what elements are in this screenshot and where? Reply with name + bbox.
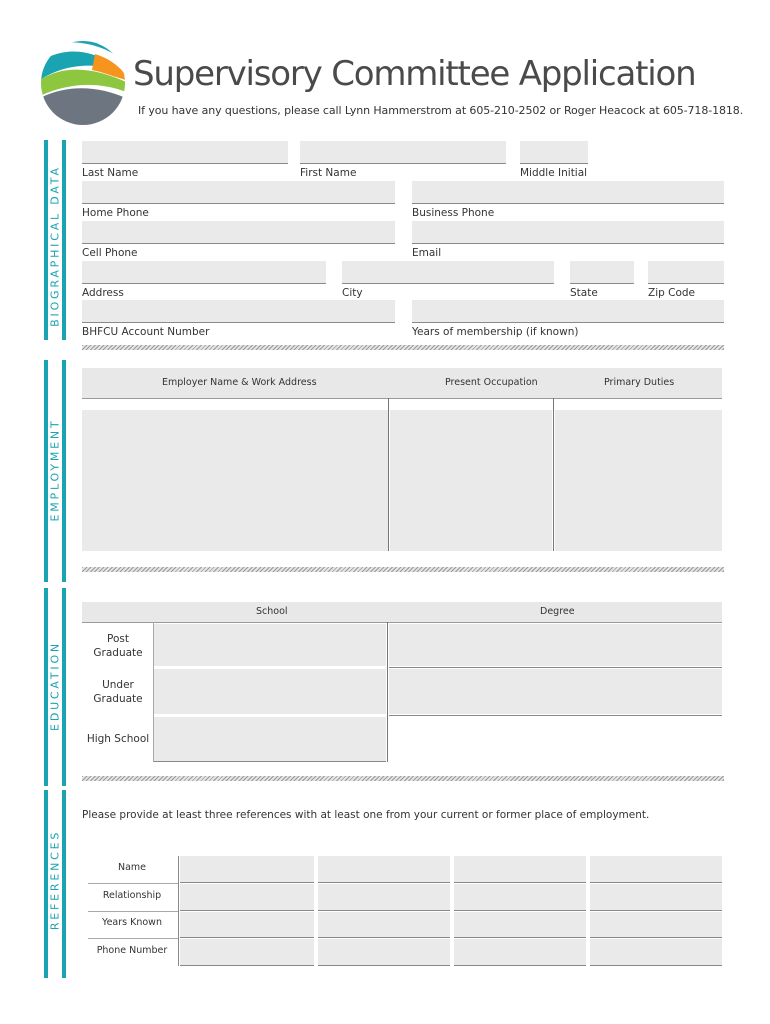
reference-4-phone-number-cell[interactable] bbox=[590, 939, 722, 966]
state-field[interactable] bbox=[570, 261, 634, 284]
zip-code-field[interactable] bbox=[648, 261, 724, 284]
logo-icon bbox=[40, 40, 126, 126]
reference-2-relationship-cell[interactable] bbox=[318, 884, 450, 911]
account-number-label: BHFCU Account Number bbox=[82, 326, 210, 338]
reference-3-years-known-cell[interactable] bbox=[454, 912, 586, 938]
page-subtitle: If you have any questions, please call Lynn Hammerstrom at 605-210-2502 or Roger Heacock at 605-718-1818. bbox=[138, 104, 744, 117]
reference-2-phone-number-cell[interactable] bbox=[318, 939, 450, 966]
city-label: City bbox=[342, 287, 363, 299]
last-name-label: Last Name bbox=[82, 167, 139, 179]
high-school-label: High School bbox=[86, 733, 150, 745]
email-field[interactable] bbox=[412, 221, 724, 244]
last-name-field[interactable] bbox=[82, 141, 288, 164]
post-graduate-school-cell[interactable] bbox=[154, 624, 386, 666]
page-title: Supervisory Committee Application bbox=[133, 54, 696, 94]
reference-4-relationship-cell[interactable] bbox=[590, 884, 722, 911]
first-name-label: First Name bbox=[300, 167, 357, 179]
home-phone-label: Home Phone bbox=[82, 207, 149, 219]
under-graduate-label: Under Graduate bbox=[93, 679, 143, 705]
references-intro: Please provide at least three references with at least one from your current or former place of employment. bbox=[82, 809, 650, 821]
divider bbox=[82, 345, 724, 350]
ref-relationship-label: Relationship bbox=[102, 890, 162, 901]
first-name-field[interactable] bbox=[300, 141, 506, 164]
post-graduate-label: Post Graduate bbox=[93, 633, 143, 659]
reference-3-name-cell[interactable] bbox=[454, 856, 586, 883]
address-label: Address bbox=[82, 287, 124, 299]
reference-1-phone-number-cell[interactable] bbox=[180, 939, 314, 966]
city-field[interactable] bbox=[342, 261, 554, 284]
reference-4-years-known-cell[interactable] bbox=[590, 912, 722, 938]
state-label: State bbox=[570, 287, 598, 299]
reference-4-name-cell[interactable] bbox=[590, 856, 722, 883]
duties-cell[interactable] bbox=[555, 410, 722, 551]
school-column-header: School bbox=[256, 606, 288, 617]
middle-initial-label: Middle Initial bbox=[520, 167, 588, 179]
duties-column-header: Primary Duties bbox=[604, 377, 675, 388]
address-field[interactable] bbox=[82, 261, 326, 284]
reference-2-years-known-cell[interactable] bbox=[318, 912, 450, 938]
ref-name-label: Name bbox=[117, 862, 147, 873]
ref-phone-number-label: Phone Number bbox=[96, 945, 168, 956]
years-membership-field[interactable] bbox=[412, 300, 724, 323]
education-header bbox=[82, 602, 722, 623]
employment-header bbox=[82, 368, 722, 399]
reference-1-years-known-cell[interactable] bbox=[180, 912, 314, 938]
cell-phone-field[interactable] bbox=[82, 221, 395, 244]
occupation-cell[interactable] bbox=[390, 410, 552, 551]
under-graduate-degree-cell[interactable] bbox=[389, 669, 722, 714]
divider bbox=[82, 567, 724, 572]
home-phone-field[interactable] bbox=[82, 181, 395, 204]
section-label-references: REFERENCES bbox=[48, 829, 62, 931]
middle-initial-field[interactable] bbox=[520, 141, 588, 164]
section-label-employment: EMPLOYMENT bbox=[48, 418, 62, 522]
divider bbox=[82, 776, 724, 781]
reference-3-phone-number-cell[interactable] bbox=[454, 939, 586, 966]
years-membership-label: Years of membership (if known) bbox=[412, 326, 579, 338]
reference-2-name-cell[interactable] bbox=[318, 856, 450, 883]
degree-column-header: Degree bbox=[540, 606, 575, 617]
occupation-column-header: Present Occupation bbox=[445, 377, 538, 388]
reference-1-relationship-cell[interactable] bbox=[180, 884, 314, 911]
account-number-field[interactable] bbox=[82, 300, 395, 323]
ref-years-known-label: Years Known bbox=[102, 917, 162, 928]
section-label-biographical: BIOGRAPHICAL DATA bbox=[48, 165, 62, 327]
reference-1-name-cell[interactable] bbox=[180, 856, 314, 883]
post-graduate-degree-cell[interactable] bbox=[389, 624, 722, 666]
business-phone-label: Business Phone bbox=[412, 207, 495, 219]
cell-phone-label: Cell Phone bbox=[82, 247, 138, 259]
high-school-school-cell[interactable] bbox=[154, 717, 386, 761]
reference-3-relationship-cell[interactable] bbox=[454, 884, 586, 911]
employer-column-header: Employer Name & Work Address bbox=[162, 377, 317, 388]
email-label: Email bbox=[412, 247, 442, 259]
employer-cell[interactable] bbox=[82, 410, 388, 551]
section-label-education: EDUCATION bbox=[48, 641, 62, 731]
zip-code-label: Zip Code bbox=[648, 287, 695, 299]
business-phone-field[interactable] bbox=[412, 181, 724, 204]
under-graduate-school-cell[interactable] bbox=[154, 669, 386, 714]
